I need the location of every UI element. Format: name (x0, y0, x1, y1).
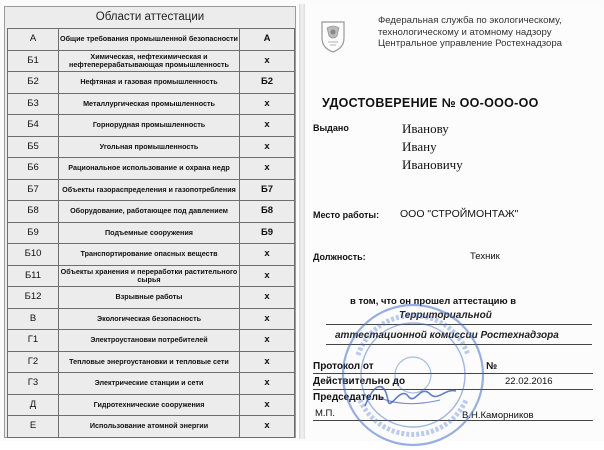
position-label: Должность: (313, 252, 366, 262)
chairman-label: Председатель (313, 392, 385, 403)
area-code: Б4 (8, 115, 59, 137)
area-desc: Объекты хранения и переработки растительного сырья (59, 265, 240, 287)
coat-of-arms-icon (318, 18, 348, 54)
area-code: Б3 (8, 93, 59, 115)
area-desc: Тепловые энергоустановки и тепловые сети (59, 351, 240, 373)
attestation-areas-panel (4, 6, 296, 438)
area-mark: Б7 (240, 179, 295, 201)
area-code: Е (8, 416, 59, 438)
recipient-patronymic: Ивановичу (402, 157, 463, 172)
area-mark: х (240, 158, 295, 180)
area-code: Б2 (8, 72, 59, 94)
table-row (8, 416, 295, 438)
area-mark: х (240, 93, 295, 115)
area-mark: х (240, 136, 295, 158)
area-mark: х (240, 308, 295, 330)
area-mark: Б2 (240, 72, 295, 94)
area-code: В (8, 308, 59, 330)
area-mark: х (240, 351, 295, 373)
seal-place-label: М.П. (315, 408, 336, 419)
area-mark: Б8 (240, 201, 295, 223)
area-desc: Электроустановки потребителей (59, 330, 240, 352)
table-row (8, 115, 295, 137)
area-desc: Экологическая безопасность (59, 308, 240, 330)
area-code: Б10 (8, 244, 59, 266)
area-code: Б7 (8, 179, 59, 201)
protocol-label: Протокол от (313, 361, 374, 372)
area-code: Б6 (8, 158, 59, 180)
area-mark: х (240, 373, 295, 395)
protocol-number-label: № (486, 361, 498, 372)
area-desc: Общие требования промышленной безопасности (59, 29, 240, 51)
area-desc: Использование атомной энергии (59, 416, 240, 438)
area-mark: х (240, 394, 295, 416)
area-desc: Металлургическая промышленность (59, 93, 240, 115)
area-code: Б12 (8, 287, 59, 309)
valid-until-date: 22.02.2016 (505, 376, 553, 387)
area-desc: Рациональное использование и охрана недр (59, 158, 240, 180)
area-code: Г1 (8, 330, 59, 352)
table-row (8, 394, 295, 416)
area-mark: х (240, 244, 295, 266)
area-code: Б9 (8, 222, 59, 244)
table-row (8, 373, 295, 395)
position-value: Техник (470, 251, 500, 262)
area-code: Б5 (8, 136, 59, 158)
area-code: А (8, 29, 59, 51)
area-desc: Взрывные работы (59, 287, 240, 309)
area-desc: Угольная промышленность (59, 136, 240, 158)
workplace-label: Место работы: (313, 210, 380, 220)
issuer-organization (378, 15, 598, 50)
area-desc: Нефтяная и газовая промышленность (59, 72, 240, 94)
official-stamp-icon (338, 300, 488, 450)
area-mark: х (240, 50, 295, 72)
table-row (8, 93, 295, 115)
area-desc: Объекты газораспределения и газопотребления (59, 179, 240, 201)
chairman-name: В.Н.Каморников (462, 410, 534, 421)
recipient-first-name: Ивану (402, 139, 437, 154)
table-row (8, 308, 295, 330)
area-desc: Гидротехнические сооружения (59, 394, 240, 416)
area-code: Г2 (8, 351, 59, 373)
attestation-text-line-3: аттестационной комиссии Ростехнадзора (335, 330, 559, 341)
table-row (8, 179, 295, 201)
table-row (8, 244, 295, 266)
area-desc: Транспортирование опасных веществ (59, 244, 240, 266)
table-row (8, 330, 295, 352)
table-row (8, 50, 295, 72)
org-line-2: технологическому и атомному надзору (378, 26, 552, 38)
area-mark: х (240, 416, 295, 438)
attestation-text-line-2: Территориальной (399, 310, 492, 321)
area-code: Б8 (8, 201, 59, 223)
table-row (8, 265, 295, 287)
table-row (8, 222, 295, 244)
signature-icon (360, 376, 460, 416)
areas-title: Области аттестации (95, 11, 205, 23)
org-line-3: Центральное управление Ростехнадзора (378, 38, 563, 49)
certificate-title: УДОСТОВЕРЕНИЕ № ОО-ООО-ОО (322, 96, 539, 110)
area-desc: Подъемные сооружения (59, 222, 240, 244)
table-row (8, 158, 295, 180)
areas-table (7, 28, 295, 438)
area-desc: Оборудование, работающее под давлением (59, 201, 240, 223)
table-row (8, 136, 295, 158)
table-row (8, 201, 295, 223)
card-fold (299, 4, 305, 439)
valid-until-label: Действительно до (313, 376, 406, 387)
table-row (8, 351, 295, 373)
table-row (8, 72, 295, 94)
area-mark: х (240, 265, 295, 287)
area-mark: х (240, 115, 295, 137)
recipient-surname: Иванову (402, 121, 449, 136)
area-code: Д (8, 394, 59, 416)
area-mark: х (240, 330, 295, 352)
area-mark: Б9 (240, 222, 295, 244)
org-line-1: Федеральная служба по экологическому, (378, 15, 562, 26)
workplace-value: ООО "СТРОЙМОНТАЖ" (400, 208, 519, 220)
area-mark: х (240, 287, 295, 309)
area-code: Б11 (8, 265, 59, 287)
area-desc: Электрические станции и сети (59, 373, 240, 395)
table-row (8, 287, 295, 309)
area-code: Г3 (8, 373, 59, 395)
area-code: Б1 (8, 50, 59, 72)
table-row (8, 29, 295, 51)
area-desc: Горнорудная промышленность (59, 115, 240, 137)
area-desc: Химическая, нефтехимическая и нефтеперерабатывающая промышленность (59, 50, 240, 72)
issued-label: Выдано (313, 123, 349, 133)
attestation-text-line-1: в том, что он прошел аттестацию в (350, 296, 517, 307)
area-mark: А (240, 29, 295, 51)
